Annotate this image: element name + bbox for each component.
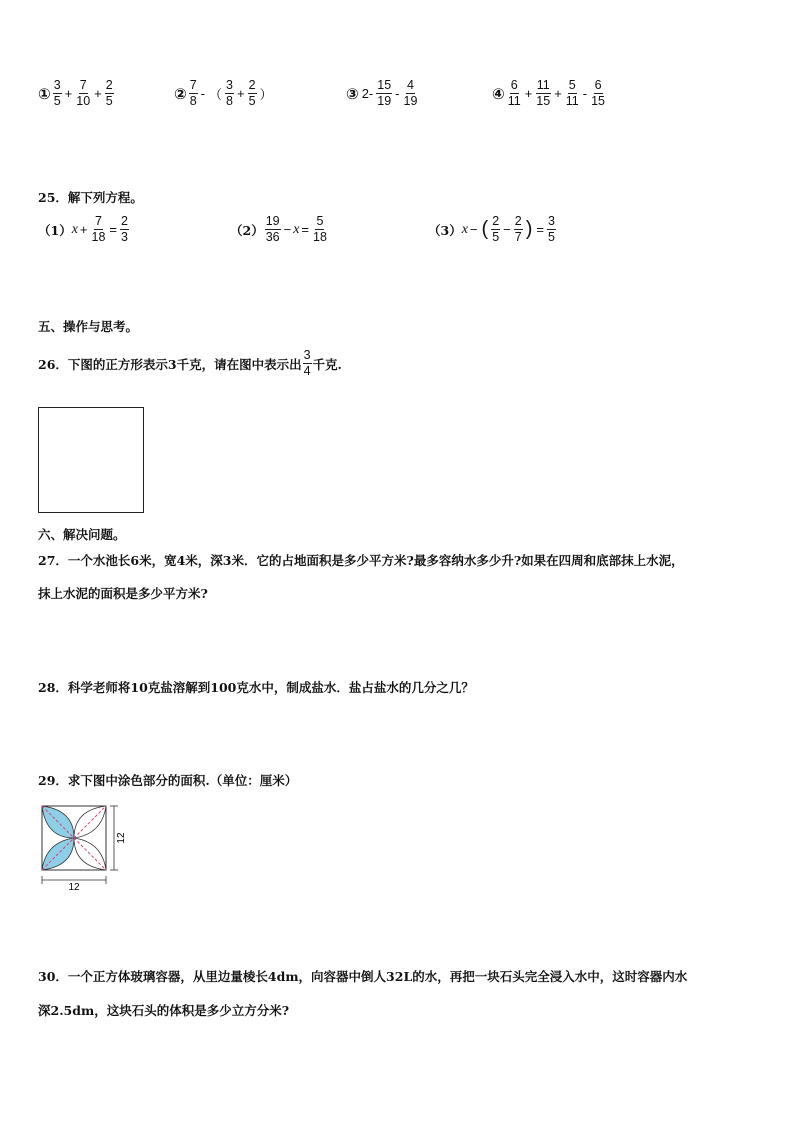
q30-line2: 深2.5dm，这块石头的体积是多少立方分米? xyxy=(38,1003,290,1018)
calc-item-4: ④ 6 11 + $\frac{11}{15}$ + $\frac{5}{11}$ - 6 15 xyxy=(492,78,606,108)
fraction: $\frac{3}{5}$ xyxy=(547,214,555,244)
fraction: $\frac{2}{5}$ xyxy=(248,78,256,108)
square-3kg[interactable] xyxy=(38,407,144,513)
q25-title: 25．解下列方程。 xyxy=(38,190,143,205)
item-number: ③ xyxy=(346,84,359,103)
fraction: $\frac{2}{7}$ xyxy=(514,214,522,244)
shaded-square-figure xyxy=(36,800,132,892)
fraction: 3 4 xyxy=(303,348,311,378)
fraction: $\frac{11}{15}$ xyxy=(536,78,551,108)
q25-eq2: （2） 19 36 − x = $\frac{5}{18}$ xyxy=(230,214,327,244)
q29-text: 29．求下图中涂色部分的面积.（单位：厘米） xyxy=(38,773,298,788)
calc-item-2: ② 7 8 - （ 3 8 + $\frac{2}{5}$ ） xyxy=(174,78,273,108)
q25-eq3: （3） x − ( 2 5 − $\frac{2}{7}$ ) = $\frac{3}{5}$ xyxy=(428,214,555,244)
fraction: 7 8 xyxy=(189,78,197,108)
dimension-label-bottom: 12 xyxy=(68,882,80,892)
q25-eq1: （1） x + $\frac{7}{18}$ = $\frac{2}{3}$ xyxy=(38,214,128,244)
fraction: $\frac{5}{11}$ xyxy=(565,78,579,108)
q27-line2: 抹上水泥的面积是多少平方米? xyxy=(38,586,208,601)
fraction: 15 19 xyxy=(377,78,392,108)
calc-item-1: ① 3 5 + $\frac{7}{10}$ + $\frac{2}{5}$ xyxy=(38,78,113,108)
fraction: 6 11 xyxy=(507,78,521,108)
item-number: ④ xyxy=(492,84,505,103)
fraction: 6 15 xyxy=(591,78,606,108)
fraction: $\frac{2}{3}$ xyxy=(121,214,128,244)
fraction: 2 5 xyxy=(492,214,500,244)
item-number: ① xyxy=(38,84,51,103)
fraction: 3 8 xyxy=(226,78,233,108)
fraction: $\frac{2}{5}$ xyxy=(105,78,113,108)
q27-line1: 27．一个水池长6米，宽4米，深3米．它的占地面积是多少平方米?最多容纳水多少升?如果在四周和底部抹上水泥， xyxy=(38,553,684,568)
fraction: 3 5 xyxy=(53,78,61,108)
calc-item-3: ③ 2- 15 19 - 4 19 xyxy=(346,78,418,108)
item-number: ② xyxy=(174,84,187,103)
q28-text: 28．科学老师将10克盐溶解到100克水中，制成盐水．盐占盐水的几分之几？ xyxy=(38,680,474,695)
dimension-label-right: 12 xyxy=(116,832,127,844)
fraction: 4 19 xyxy=(403,78,418,108)
fraction: 19 36 xyxy=(265,214,280,244)
q30-line1: 30．一个正方体玻璃容器，从里边量棱长4dm，向容器中倒人32L的水，再把一块石头完全浸入水中，这时容器内水 xyxy=(38,969,688,984)
q26-text: 26．下图的正方形表示3千克，请在图中表示出 3 4 千克. xyxy=(38,348,342,378)
fraction: $\frac{7}{18}$ xyxy=(91,214,106,244)
section-6-heading: 六、解决问题。 xyxy=(38,527,126,542)
fraction: $\frac{5}{18}$ xyxy=(313,214,327,244)
section-5-heading: 五、操作与思考。 xyxy=(38,319,139,334)
fraction: $\frac{7}{10}$ xyxy=(76,78,91,108)
